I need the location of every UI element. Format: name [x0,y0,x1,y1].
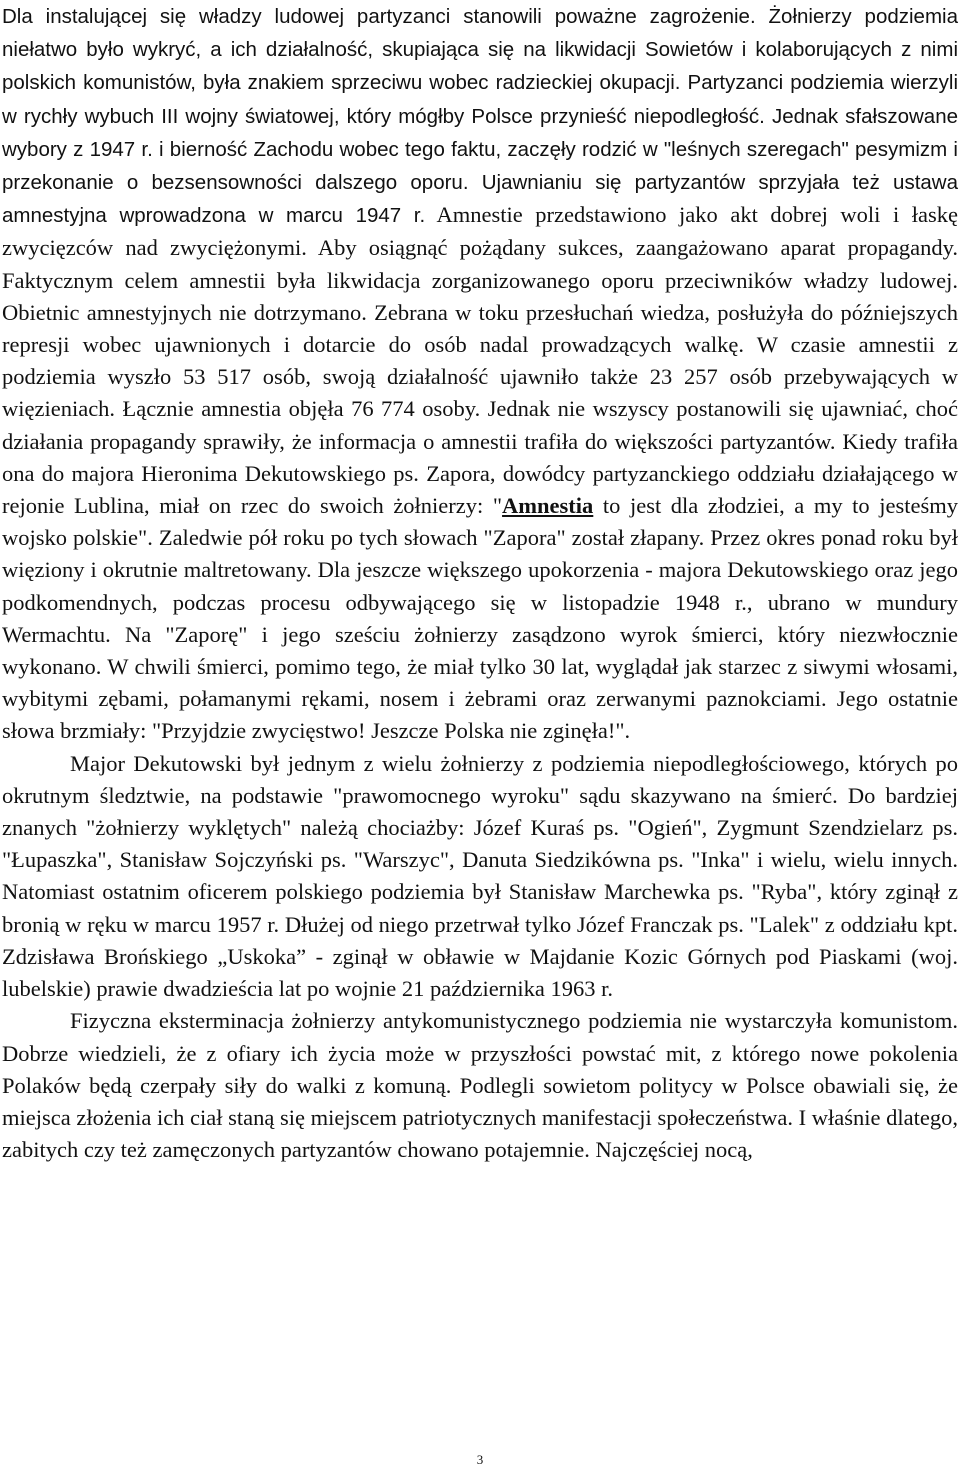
page-number: 3 [476,1452,484,1467]
amnestia-link[interactable]: Amnestia [502,493,594,519]
paragraph-1-part-2: Amnestie przedstawiono jako akt dobrej woli i łaskę zwycięzców nad zwyciężonymi. Aby osiągnąć pożądany sukces, zaangażowano aparat propagandy. Faktycznym celem amnestii była likwidacja zorganizowanego oporu przeciwników władzy ludowej. Obietnic amnestyjnych nie dotrzymano. Zebrana w toku przesłuchań wiedza, posłużyła do późniejszych represji wobec ujawnionych i dotarcie do osób nadal prowadzących walkę. W czasie amnestii z podziemia wyszło 53 517 osób, swoją działalność ujawniło także 23 257 osób przebywających w więzieniach. Łącznie amnestia objęła 76 774 osoby. Jednak nie wszyscy postanowili się ujawniać, choć działania propagandy sprawiły, że informacja o amnestii trafiła do większości partyzantów. Kiedy trafiła ona do majora Hieronima Dekutowskiego ps. Zapora, dowódcy partyzanckiego oddziału działającego w rejonie Lublina, miał on rzec do swoich żołnierzy: " [2,202,959,519]
paragraph-1-part-3: to jest dla złodziei, a my to jesteśmy wojsko polskie". Zaledwie pół roku po tych słowach "Zapora" został złapany. Przez okres ponad roku był więziony i okrutnie maltretowany. Dla jeszcze większego upokorzenia - majora Dekutowskiego oraz jego podkomendnych, podczas procesu odbywającego się w listopadzie 1948 r., ubrano w mundury Wermachtu. Na "Zaporę" i jego sześciu żołnierzy zasądzono wyrok śmierci, który niezwłocznie wykonano. W chwili śmierci, pomimo tego, że miał tylko 30 lat, wyglądał jak starzec z siwymi włosami, wybitymi zębami, połamanymi rękami, nosem i żebrami oraz zerwanymi paznokciami. Jego ostatnie słowa brzmiały: "Przyjdzie zwycięstwo! Jeszcze Polska nie zginęła!". [2,493,958,744]
body-text [2,0,958,1166]
paragraph-1 [2,0,958,748]
paragraph-2: Major Dekutowski był jednym z wielu żołnierzy z podziemia niepodległościowego, których po okrutnym śledztwie, na podstawie "prawomocnego wyroku" sądu skazywano na śmierć. Do bardziej znanych "żołnierzy wyklętych" należą chociażby: Józef Kuraś ps. "Ogień", Zygmunt Szendzielarz ps. "Łupaszka", Stanisław Sojczyński ps. "Warszyc", Danuta Siedzikówna ps. "Inka" i wielu, wielu innych. Natomiast ostatnim oficerem polskiego podziemia był Stanisław Marchewka ps. "Ryba", który zginął z bronią w ręku w marcu 1957 r. Dłużej od niego przetrwał tylko Józef Franczak ps. "Lalek" z oddziału kpt. Zdzisława Brońskiego „Uskoka” - zginął w obławie w Majdanie Kozic Górnych pod Piaskami (woj. lubelskie) prawie dwadzieścia lat po wojnie 21 października 1963 r. [2,750,958,1002]
paragraph-3: Fizyczna eksterminacja żołnierzy antykomunistycznego podziemia nie wystarczyła komunistom. Dobrze wiedzieli, że z ofiary ich życia może w przyszłości powstać mit, z którego nowe pokolenia Polaków będą czerpały siły do walki z komuną. Podlegli sowietom politycy w Polsce obawiali się, że miejsca złożenia ich ciał staną się miejscem patriotycznych manifestacji społeczeństwa. I właśnie dlatego, zabitych czy też zamęczonych partyzantów chowano potajemnie. Najczęściej nocą, [2,1008,958,1163]
paragraph-1-part-1: Dla instalującej się władzy ludowej partyzanci stanowili poważne zagrożenie. Żołnierzy podziemia niełatwo było wykryć, a ich działalność, skupiająca się na likwidacji Sowietów i kolaborujących z nimi polskich komunistów, była znakiem sprzeciwu wobec radzieckiej okupacji. Partyzanci podziemia wierzyli w rychły wybuch III wojny światowej, który mógłby Polsce przynieść niepodległość. Jednak sfałszowane wybory z 1947 r. i bierność Zachodu wobec tego faktu, zaczęły rodzić w "leśnych szeregach" pesymizm i przekonanie o bezsensowności dalszego oporu. Ujawnianiu się partyzantów sprzyjała też ustawa amnestyjna wprowadzona w marcu 1947 r. [2,5,958,228]
